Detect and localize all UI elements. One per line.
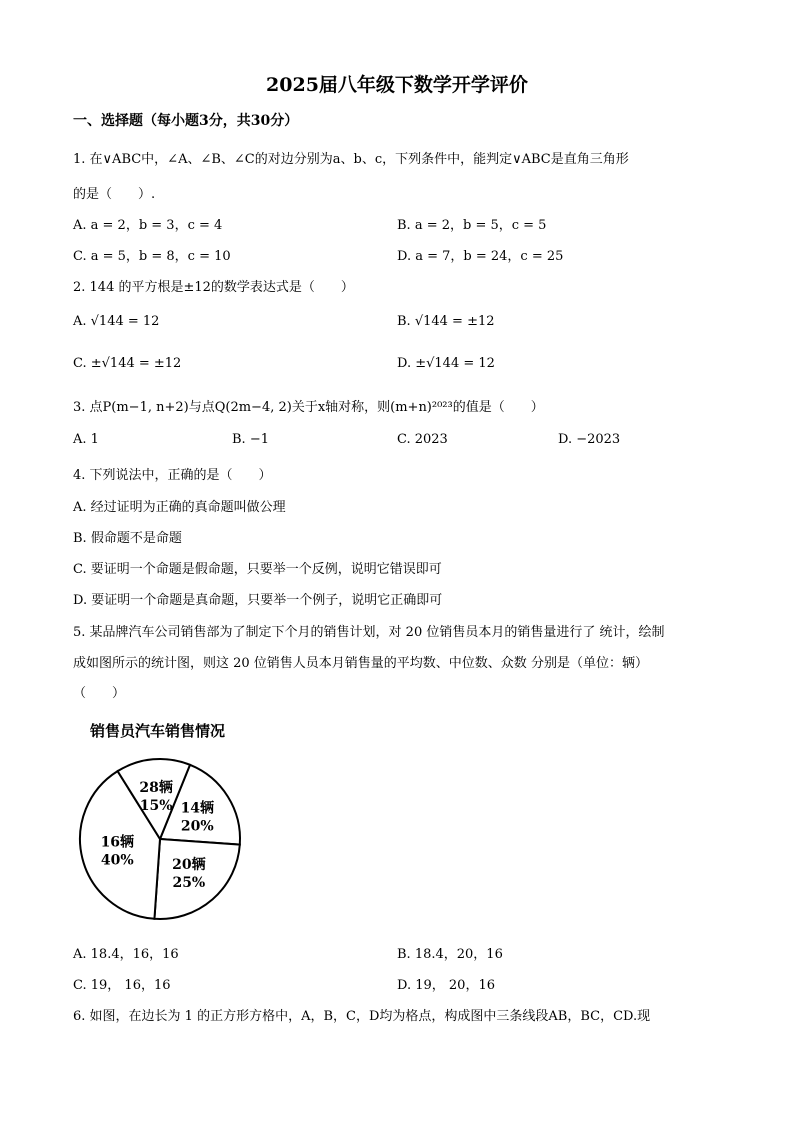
question-2-option-b[interactable]: B. √144 = ±12 [397,314,495,329]
pie-slice-label-1: 20辆 [172,857,206,874]
question-4-option-d[interactable]: D. 要证明一个命题是真命题，只要举一个例子，说明它正确即可 [73,593,443,608]
question-3-option-b[interactable]: B. −1 [232,432,269,447]
question-2-option-a[interactable]: A. √144 = 12 [73,314,160,329]
pie-slice-percent-3: 15% [139,798,173,815]
question-3-option-c[interactable]: C. 2023 [397,432,448,447]
question-3-option-d[interactable]: D. −2023 [558,432,621,447]
pie-slice-label-0: 14辆 [180,800,215,817]
chart-title: 销售员汽车销售情况 [90,722,226,740]
question-1-option-c[interactable]: C. a = 5，b = 8，c = 10 [73,249,231,264]
question-2-option-d[interactable]: D. ±√144 = 12 [397,356,495,371]
question-5-option-a[interactable]: A. 18.4，16，16 [73,947,179,962]
question-5-option-c[interactable]: C. 19， 16，16 [73,978,171,993]
section-heading: 一、选择题（每小题3分，共30分） [73,113,299,129]
question-1-option-b[interactable]: B. a = 2，b = 5，c = 5 [397,218,547,233]
pie-slice-percent-2: 40% [100,852,134,869]
question-4-option-b[interactable]: B. 假命题不是命题 [73,531,182,546]
question-3-stem: 3. 点P(m−1, n+2)与点Q(2m−4, 2)关于x轴对称，则(m+n)²⁰²³的值是（ ） [73,400,544,415]
question-1-option-d[interactable]: D. a = 7，b = 24，c = 25 [397,249,564,264]
question-5-stem: 5. 某品牌汽车公司销售部为了制定下个月的销售计划，对 20 位销售员本月的销售量进行了 统计，绘制 [73,625,665,640]
question-5-stem-cont: 成如图所示的统计图，则这 20 位销售人员本月销售量的平均数、中位数、众数 分别是（单位：辆） [73,656,648,671]
question-1-stem: 1. 在∨ABC中，∠A、∠B、∠C的对边分别为a、b、c，下列条件中，能判定∨ABC是直角三角形 [73,152,629,167]
question-4-option-c[interactable]: C. 要证明一个命题是假命题，只要举一个反例，说明它错误即可 [73,562,442,577]
question-1-option-a[interactable]: A. a = 2，b = 3，c = 4 [73,218,223,233]
pie-slice-label-3: 28辆 [139,780,173,797]
question-4-stem: 4. 下列说法中，正确的是（ ） [73,468,272,483]
sales-pie-chart [70,755,250,935]
question-5-answer-blank: （ ） [73,686,126,701]
question-3-option-a[interactable]: A. 1 [73,432,99,447]
page-title: 2025届八年级下数学开学评价 [266,74,528,96]
question-6-stem: 6. 如图，在边长为 1 的正方形方格中，A，B，C，D均为格点，构成图中三条线段AB，BC，CD.现 [73,1009,651,1024]
pie-slice-label-2: 16辆 [100,834,135,851]
question-4-option-a[interactable]: A. 经过证明为正确的真命题叫做公理 [73,500,286,515]
question-2-stem: 2. 144 的平方根是±12的数学表达式是（ ） [73,280,354,295]
question-2-option-c[interactable]: C. ±√144 = ±12 [73,356,182,371]
question-5-option-d[interactable]: D. 19， 20，16 [397,978,495,993]
pie-slice-percent-0: 20% [180,818,214,835]
pie-slice-percent-1: 25% [172,875,206,892]
question-1-stem-cont: 的是（ ）. [73,187,156,202]
question-5-option-b[interactable]: B. 18.4，20，16 [397,947,503,962]
